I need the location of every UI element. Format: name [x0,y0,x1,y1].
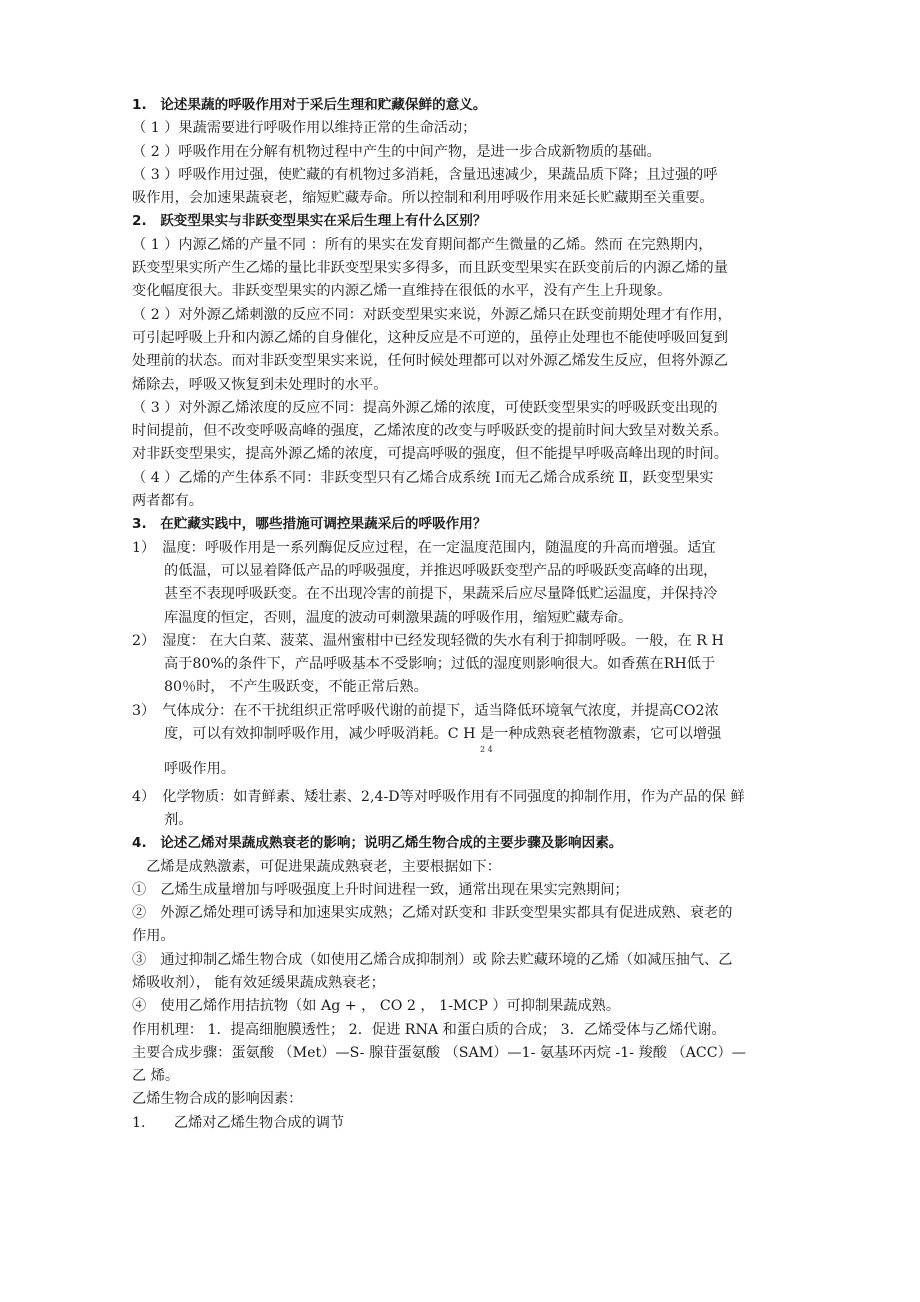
question-heading: 3. 在贮藏实践中，哪些措施可调控果蔬采后的呼吸作用？ [132,516,487,533]
indented-text-line: 的低温，可以显着降低产品的呼吸强度，并推迟呼吸跃变型产品的呼吸跃变高峰的出现， [164,562,718,579]
question-heading: 1. 论述果蔬的呼吸作用对于采后生理和贮藏保鲜的意义。 [132,97,487,113]
text-line: 时间提前，但不改变呼吸高峰的强度，乙烯浓度的改变与呼吸跃变的提前时间大致呈对数关系。 [132,423,728,440]
document-body [132,94,792,1135]
text-line: （ 3 ）呼吸作用过强，使贮藏的有机物过多消耗，含量迅速减少，果蔬品质下降；且过强的呼 [132,166,718,183]
text-line: 吸作用，会加速果蔬衰老，缩短贮藏寿命。所以控制和利用呼吸作用来延长贮藏期至关重要。 [132,190,714,207]
text-line: 处理前的状态。而对非跃变型果实来说，任何时候处理都可以对外源乙烯发生反应，但将外源乙 [132,353,728,370]
text-line: 跃变型果实所产生乙烯的量比非跃变型果实多得多，而且跃变型果实在跃变前后的内源乙烯的量 [132,260,728,277]
text-line: （ 2 ）呼吸作用在分解有机物过程中产生的中间产物，是进一步合成新物质的基础。 [132,143,661,160]
text-line: 乙烯生物合成的影响因素： [132,1091,303,1108]
text-line: 作用机理： 1．提高细胞膜透性； 2．促进 RNA 和蛋白质的合成； 3．乙烯受体与乙烯代谢。 [132,1021,726,1038]
text-line: 变化幅度很大。非跃变型果实的内源乙烯一直维持在很低的水平，没有产生上升现象。 [132,283,672,300]
text-line: ③ 通过抑制乙烯生物合成（如使用乙烯合成抑制剂）或 除去贮藏环境的乙烯（如减压抽气、乙 [132,951,733,968]
text-line: 2） 湿度： 在大白菜、菠菜、温州蜜柑中已经发现轻微的失水有利于抑制呼吸。一般，在 R H [132,632,724,649]
text-line: 烯除去，呼吸又恢复到未处理时的水平。 [132,376,388,393]
text-line: 1） 温度：呼吸作用是一系列酶促反应过程，在一定温度范围内，随温度的升高而增强。适宜 [132,539,716,556]
text-line: 4） 化学物质：如青鲜素、矮壮素、2,4-D等对呼吸作用有不同强度的抑制作用，作为产品的保 鲜 [132,788,745,805]
text-line: 烯吸收剂）， 能有效延缓果蔬成熟衰老； [132,974,385,991]
text-line: 作用。 [132,928,175,945]
text-line: ④ 使用乙烯作用拮抗物（如 Ag + ， CO 2 ， 1-MCP ）可抑制果蔬成熟。 [132,998,621,1015]
text-line: 1. 乙烯对乙烯生物合成的调节 [132,1114,345,1131]
indented-text-line: 度，可以有效抑制呼吸作用，减少呼吸消耗。C H 是一种成熟衰老植物激素，它可以增强 [164,726,722,743]
question-heading: 2. 跃变型果实与非跃变型果实在采后生理上有什么区别？ [132,213,487,230]
text-line: 乙 烯。 [132,1068,180,1085]
text-line: 两者都有。 [132,493,203,510]
indented-text-line: 库温度的恒定，否则，温度的波动可刺激果蔬的呼吸作用，缩短贮藏寿命。 [164,609,633,626]
indented-text-line: 高于80%的条件下，产品呼吸基本不受影响；过低的湿度则影响很大。如香蕉在RH低于 [164,656,716,673]
text-line: （ 3 ）对外源乙烯浓度的反应不同：提高外源乙烯的浓度，可使跃变型果实的呼吸跃变出现的 [132,399,718,416]
text-line: ① 乙烯生成量增加与呼吸强度上升时间进程一致，通常出现在果实完熟期间； [132,881,629,898]
subscript-line: 2 4 [480,745,493,755]
text-line: 对非跃变型果实，提高外源乙烯的浓度，可提高呼吸的强度，但不能提早呼吸高峰出现的时间。 [132,446,728,463]
text-line: 可引起呼吸上升和内源乙烯的自身催化，这种反应是不可逆的，虽停止处理也不能使呼吸回复到 [132,329,728,346]
indented-text-line: 甚至不表现呼吸跃变。在不出现冷害的前提下，果蔬采后应尽量降低贮运温度，并保持冷 [164,586,718,603]
text-line: 主要合成步骤：蛋氨酸 （Met）—S- 腺苷蛋氨酸 （SAM）—1- 氨基环丙烷 -1- 羧酸 （ACC）— [132,1044,746,1061]
text-line: ② 外源乙烯处理可诱导和加速果实成熟；乙烯对跃变和 非跃变型果实都具有促进成熟、衰老的 [132,905,733,922]
text-line: 3） 气体成分：在不干扰组织正常呼吸代谢的前提下，适当降低环境氧气浓度，并提高CO2浓 [132,702,719,719]
indented-text-line: 呼吸作用。 [164,761,235,778]
text-line: （ 4 ）乙烯的产生体系不同：非跃变型只有乙烯合成系统 Ⅰ而无乙烯合成系统 Ⅱ，跃变型果实 [132,469,714,486]
question-heading: 4. 论述乙烯对果蔬成熟衰老的影响；说明乙烯生物合成的主要步骤及影响因素。 [132,835,623,852]
text-line: （ 1 ）果蔬需要进行呼吸作用以维持正常的生命活动； [132,120,477,137]
text-line: （ 1 ）内源乙烯的产量不同 ：所有的果实在发育期间都产生微量的乙烯。然而 在完熟期内， [132,236,713,253]
text-line: （ 2 ）对外源乙烯刺激的反应不同：对跃变型果实来说，外源乙烯只在跃变前期处理才有作用， [132,306,732,323]
text-line: 乙烯是成熟激素，可促进果蔬成熟衰老，主要根据如下： [132,858,501,875]
indented-text-line: 剂。 [164,811,193,828]
indented-text-line: 80％时， 不产生吸跃变，不能正常后熟。 [164,679,428,696]
